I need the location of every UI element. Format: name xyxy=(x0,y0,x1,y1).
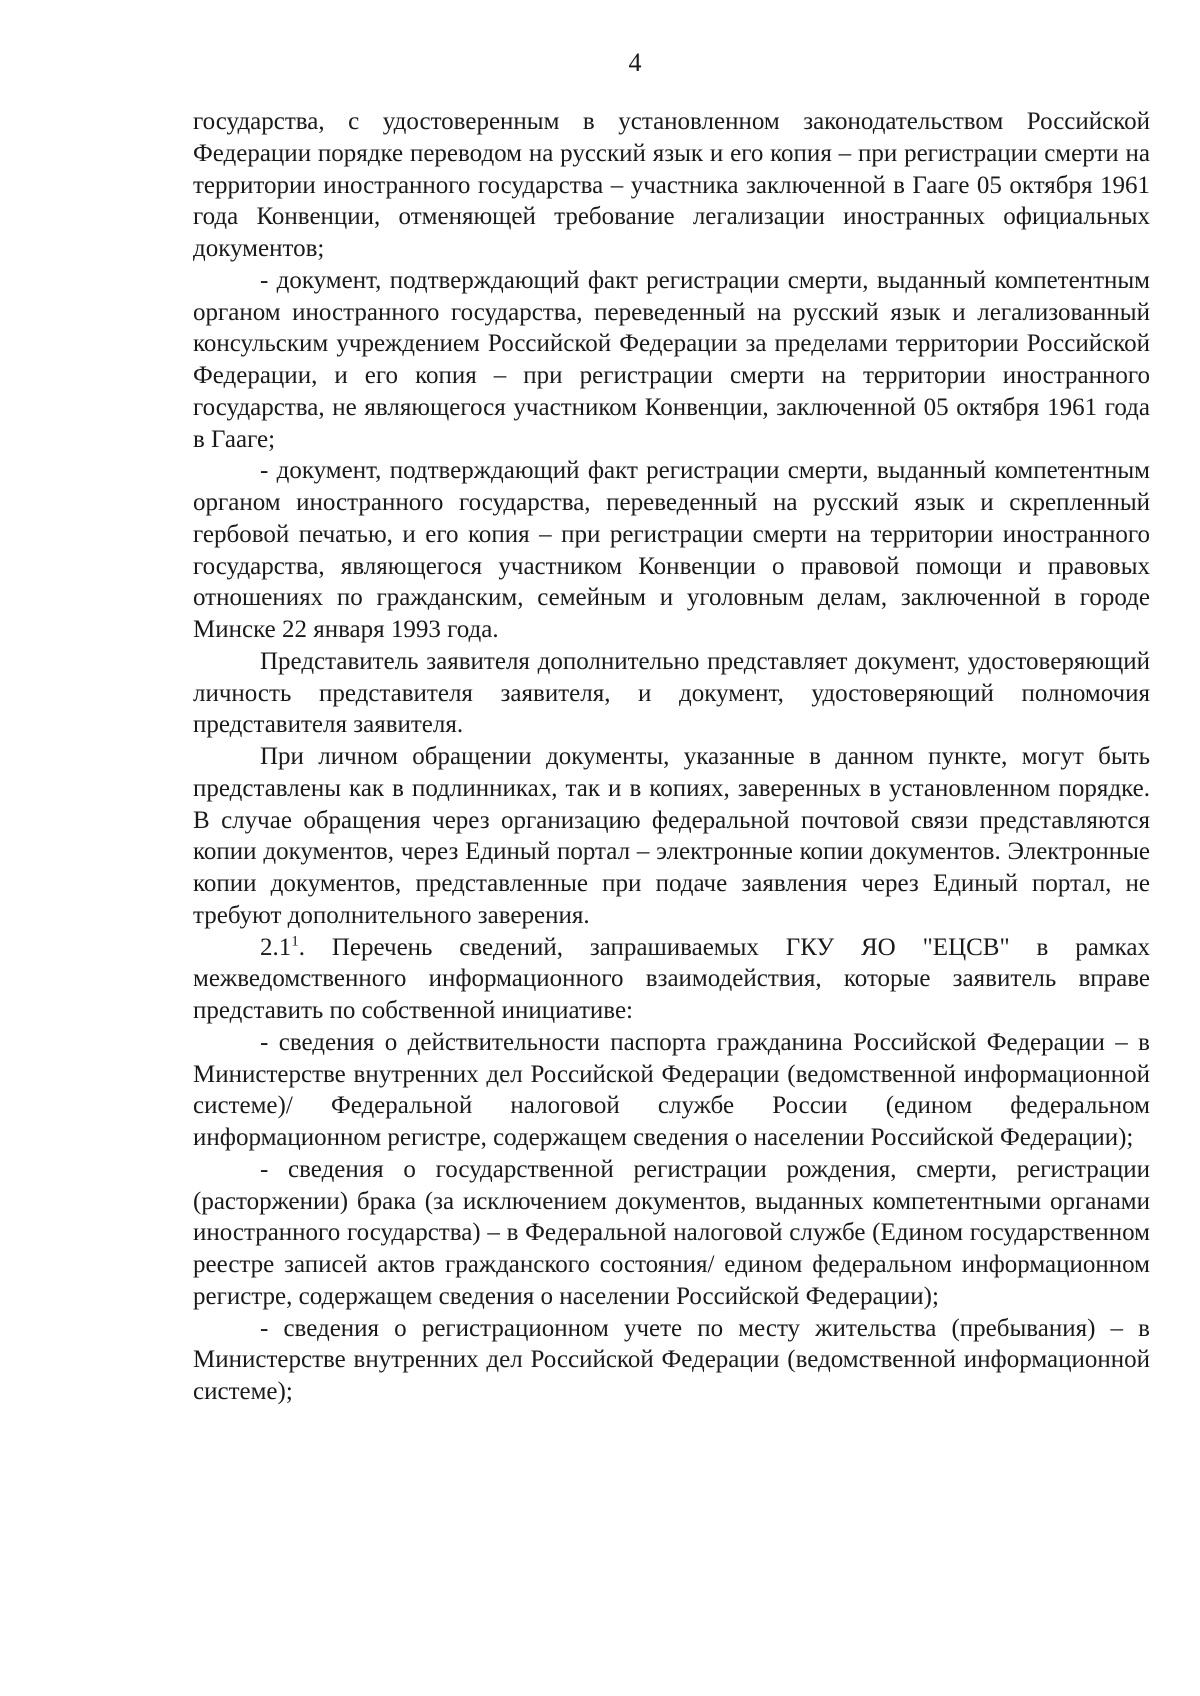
paragraph-continuation: государства, с удостоверенным в установленном законодательством Российской Федерации порядке переводом на русский язык и его копия – при регистрации смерти на территории иностранного государства – участника заключенной в Гааге 05 октября 1961 года Конвенции, отменяющей требование легализации иностранных официальных документов; xyxy=(193,108,1150,262)
section-number: 2.1 xyxy=(260,933,292,961)
list-item-passport-validity: - сведения о действительности паспорта гражданина Российской Федерации – в Министерстве внутренних дел Российской Федерации (ведомственной информационной системе)/ Федеральной налоговой службе России (едином федеральном информационном регистре, содержащем сведения о населении Российской Федерации); xyxy=(193,1028,1150,1151)
paragraph-personal-application: При личном обращении документы, указанные в данном пункте, могут быть представлены как в подлинниках, так и в копиях, заверенных в установленном порядке. В случае обращения через организацию федеральной почтовой связи представляются копии документов, через Единый портал – электронные копии документов. Электронные копии документов, представленные при подаче заявления через Единый портал, не требуют дополнительного заверения. xyxy=(193,743,1150,929)
section-text: . Перечень сведений, запрашиваемых ГКУ ЯО "ЕЦСВ" в рамках межведомственного информационного взаимодействия, которые заявитель вправе представить по собственной инициативе: xyxy=(193,933,1150,1024)
page-number: 4 xyxy=(628,48,642,77)
paragraph-legalized-document: - документ, подтверждающий факт регистрации смерти, выданный компетентным органом иностранного государства, переведенный на русский язык и легализованный консульским учреждением Российской Федерации за пределами территории Российской Федерации, и его копия – при регистрации смерти на территории иностранного государства, не являющегося участником Конвенции, заключенной 05 октября 1961 года в Гааге; xyxy=(193,266,1150,453)
section-superscript: 1 xyxy=(291,933,299,950)
section-2-1-1-heading xyxy=(193,932,1150,1027)
paragraph-representative: Представитель заявителя дополнительно представляет документ, удостоверяющий личность представителя заявителя, и документ, удостоверяющий полномочия представителя заявителя. xyxy=(193,647,1150,739)
list-item-civil-registration: - сведения о государственной регистрации рождения, смерти, регистрации (расторжении) брака (за исключением документов, выданных компетентными органами иностранного государства) – в Федеральной налоговой службе (Едином государственном реестре записей актов гражданского состояния/ едином федеральном информационном регистре, содержащем сведения о населении Российской Федерации); xyxy=(193,1155,1150,1310)
paragraph-apostille-document: - документ, подтверждающий факт регистрации смерти, выданный компетентным органом иностранного государства, переведенный на русский язык и скрепленный гербовой печатью, и его копия – при регистрации смерти на территории иностранного государства, являющегося участником Конвенции о правовой помощи и правовых отношениях по гражданским, семейным и уголовным делам, заключенной в городе Минске 22 января 1993 года. xyxy=(193,457,1150,643)
document-body xyxy=(193,106,1150,1408)
list-item-residence-registration: - сведения о регистрационном учете по месту жительства (пребывания) – в Министерстве внутренних дел Российской Федерации (ведомственной информационной системе); xyxy=(193,1314,1150,1405)
